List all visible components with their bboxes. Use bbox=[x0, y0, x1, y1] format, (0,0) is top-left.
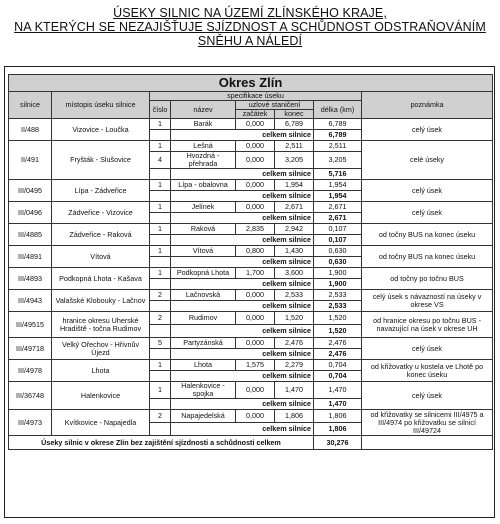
section-length: 2,671 bbox=[314, 202, 362, 213]
total-spacer bbox=[150, 301, 171, 312]
total-value: 1,520 bbox=[314, 325, 362, 338]
title-line-2: NA KTERÝCH SE NEZAJIŠŤUJE SJÍZDNOST A SCHŮDNOST ODSTRAŇOVÁNÍM bbox=[14, 20, 486, 34]
document-title bbox=[0, 6, 500, 48]
total-spacer bbox=[150, 423, 171, 436]
road-note: od točny po točnu BUS bbox=[362, 268, 493, 290]
road-location: Vizovice - Loučka bbox=[52, 119, 150, 141]
header-delka: délka (km) bbox=[314, 101, 362, 119]
section-start: 0,000 bbox=[236, 202, 275, 213]
section-end: 1,430 bbox=[275, 246, 314, 257]
table-row bbox=[9, 312, 493, 325]
road-number: III/36748 bbox=[9, 382, 52, 410]
road-note: celý úsek bbox=[362, 119, 493, 141]
header-mistopis: místopis úseku silnice bbox=[52, 92, 150, 119]
section-name: Jelínek bbox=[171, 202, 236, 213]
section-start: 2,835 bbox=[236, 224, 275, 235]
road-note: celé úseky bbox=[362, 141, 493, 180]
road-number: III/4893 bbox=[9, 268, 52, 290]
section-start: 0,000 bbox=[236, 410, 275, 423]
road-number: III/4891 bbox=[9, 246, 52, 268]
section-length: 2,476 bbox=[314, 338, 362, 349]
total-spacer bbox=[150, 371, 171, 382]
section-end: 3,205 bbox=[275, 152, 314, 169]
total-spacer bbox=[150, 399, 171, 410]
section-end: 2,476 bbox=[275, 338, 314, 349]
section-start: 0,000 bbox=[236, 312, 275, 325]
header-zacatek: začátek bbox=[236, 110, 275, 119]
title-line-3: SNĚHU A NÁLEDÍ bbox=[197, 34, 303, 48]
total-label: celkem silnice bbox=[171, 235, 314, 246]
section-end: 2,511 bbox=[275, 141, 314, 152]
road-location: Zádveřice - Raková bbox=[52, 224, 150, 246]
section-end: 6,789 bbox=[275, 119, 314, 130]
section-number: 2 bbox=[150, 312, 171, 325]
section-number: 5 bbox=[150, 338, 171, 349]
section-start: 1,575 bbox=[236, 360, 275, 371]
section-number: 1 bbox=[150, 202, 171, 213]
grand-total-label: Úseky silnic v okrese Zlín bez zajištění sjízdnosti a schůdnosti celkem bbox=[9, 436, 314, 450]
total-label: celkem silnice bbox=[171, 371, 314, 382]
table-row bbox=[9, 268, 493, 279]
section-length: 1,954 bbox=[314, 180, 362, 191]
total-value: 2,476 bbox=[314, 349, 362, 360]
section-number: 2 bbox=[150, 290, 171, 301]
section-length: 2,533 bbox=[314, 290, 362, 301]
total-value: 1,470 bbox=[314, 399, 362, 410]
road-number: III/49718 bbox=[9, 338, 52, 360]
section-length: 0,704 bbox=[314, 360, 362, 371]
total-value: 6,789 bbox=[314, 130, 362, 141]
road-number: II/491 bbox=[9, 141, 52, 180]
header-nazev: název bbox=[171, 101, 236, 119]
section-length: 1,900 bbox=[314, 268, 362, 279]
section-length: 2,511 bbox=[314, 141, 362, 152]
road-note: celý úsek bbox=[362, 202, 493, 224]
road-number: III/4885 bbox=[9, 224, 52, 246]
total-value: 5,716 bbox=[314, 169, 362, 180]
table-row bbox=[9, 141, 493, 152]
total-label: celkem silnice bbox=[171, 130, 314, 141]
total-spacer bbox=[150, 169, 171, 180]
section-start: 0,000 bbox=[236, 119, 275, 130]
header-silnice: silnice bbox=[9, 92, 52, 119]
section-length: 0,630 bbox=[314, 246, 362, 257]
total-label: celkem silnice bbox=[171, 399, 314, 410]
total-value: 0,107 bbox=[314, 235, 362, 246]
section-end: 2,671 bbox=[275, 202, 314, 213]
section-name: Rudimov bbox=[171, 312, 236, 325]
total-spacer bbox=[150, 130, 171, 141]
total-label: celkem silnice bbox=[171, 191, 314, 202]
total-value: 0,704 bbox=[314, 371, 362, 382]
road-note: celý úsek bbox=[362, 382, 493, 410]
section-name: Barák bbox=[171, 119, 236, 130]
section-start: 1,700 bbox=[236, 268, 275, 279]
header-uzlove: uzlové staničení bbox=[236, 101, 314, 110]
total-spacer bbox=[150, 349, 171, 360]
section-end: 1,806 bbox=[275, 410, 314, 423]
title-line-1: ÚSEKY SILNIC NA ÚZEMÍ ZLÍNSKÉHO KRAJE, bbox=[113, 6, 387, 20]
section-start: 0,000 bbox=[236, 141, 275, 152]
road-note: od křižovatky u kostela ve Lhotě po konec úseku bbox=[362, 360, 493, 382]
total-spacer bbox=[150, 191, 171, 202]
section-start: 0,000 bbox=[236, 290, 275, 301]
section-name: Lhota bbox=[171, 360, 236, 371]
table-row bbox=[9, 119, 493, 130]
road-number: II/488 bbox=[9, 119, 52, 141]
district-header: Okres Zlín bbox=[9, 75, 493, 92]
total-value: 1,900 bbox=[314, 279, 362, 290]
table-row bbox=[9, 180, 493, 191]
total-value: 2,671 bbox=[314, 213, 362, 224]
section-number: 1 bbox=[150, 180, 171, 191]
section-length: 6,789 bbox=[314, 119, 362, 130]
table-row bbox=[9, 224, 493, 235]
road-location: hranice okresu Uherské Hradiště - točna Rudimov bbox=[52, 312, 150, 338]
road-number: III/0495 bbox=[9, 180, 52, 202]
section-number: 1 bbox=[150, 141, 171, 152]
road-note: celý úsek bbox=[362, 338, 493, 360]
total-spacer bbox=[150, 325, 171, 338]
road-location: Zádveřice - Vizovice bbox=[52, 202, 150, 224]
total-label: celkem silnice bbox=[171, 325, 314, 338]
table-body bbox=[9, 119, 493, 436]
road-note: od točny BUS na konec úseku bbox=[362, 224, 493, 246]
total-label: celkem silnice bbox=[171, 301, 314, 312]
table-row bbox=[9, 290, 493, 301]
road-note: od křižovatky se silnicemi III/4975 a III/4974 po křižovatku se silnicí III/49724 bbox=[362, 410, 493, 436]
section-name: Vítová bbox=[171, 246, 236, 257]
total-spacer bbox=[150, 213, 171, 224]
table-row bbox=[9, 246, 493, 257]
road-number: III/0496 bbox=[9, 202, 52, 224]
road-number: III/49515 bbox=[9, 312, 52, 338]
road-location: Velký Ořechov - Hřivnův Újezd bbox=[52, 338, 150, 360]
total-spacer bbox=[150, 257, 171, 268]
total-label: celkem silnice bbox=[171, 349, 314, 360]
road-note: od točny BUS na konec úseku bbox=[362, 246, 493, 268]
section-length: 1,520 bbox=[314, 312, 362, 325]
table-row bbox=[9, 360, 493, 371]
road-number: III/4943 bbox=[9, 290, 52, 312]
section-number: 4 bbox=[150, 152, 171, 169]
section-number: 1 bbox=[150, 360, 171, 371]
roads-table bbox=[8, 74, 493, 450]
road-location: Valašské Klobouky - Lačnov bbox=[52, 290, 150, 312]
section-start: 0,000 bbox=[236, 382, 275, 399]
road-number: III/4978 bbox=[9, 360, 52, 382]
section-start: 0,000 bbox=[236, 152, 275, 169]
section-name: Lešná bbox=[171, 141, 236, 152]
road-location: Kvítkovice - Napajedla bbox=[52, 410, 150, 436]
section-length: 3,205 bbox=[314, 152, 362, 169]
table-row bbox=[9, 338, 493, 349]
section-end: 2,533 bbox=[275, 290, 314, 301]
road-location: Lhota bbox=[52, 360, 150, 382]
section-name: Lačnovská bbox=[171, 290, 236, 301]
section-name: Napajedelská bbox=[171, 410, 236, 423]
total-label: celkem silnice bbox=[171, 213, 314, 224]
table-row bbox=[9, 382, 493, 399]
section-end: 2,279 bbox=[275, 360, 314, 371]
header-specifikace: specifikace úseku bbox=[150, 92, 362, 101]
section-end: 3,600 bbox=[275, 268, 314, 279]
header-cislo: číslo bbox=[150, 101, 171, 119]
section-end: 1,520 bbox=[275, 312, 314, 325]
grand-total-note bbox=[362, 436, 493, 450]
table-row bbox=[9, 410, 493, 423]
road-location: Lípa - Zádveřice bbox=[52, 180, 150, 202]
section-name: Partyzánská bbox=[171, 338, 236, 349]
section-length: 1,470 bbox=[314, 382, 362, 399]
section-name: Podkopná Lhota bbox=[171, 268, 236, 279]
total-spacer bbox=[150, 235, 171, 246]
road-note: od hranice okresu po točnu BUS - navazující na úsek v okrese UH bbox=[362, 312, 493, 338]
section-number: 1 bbox=[150, 268, 171, 279]
grand-total-value: 30,276 bbox=[314, 436, 362, 450]
road-location: Halenkovice bbox=[52, 382, 150, 410]
section-number: 1 bbox=[150, 246, 171, 257]
total-label: celkem silnice bbox=[171, 257, 314, 268]
section-length: 1,806 bbox=[314, 410, 362, 423]
section-start: 0,000 bbox=[236, 338, 275, 349]
section-start: 0,000 bbox=[236, 180, 275, 191]
road-location: Podkopná Lhota - Kašava bbox=[52, 268, 150, 290]
road-location: Fryšták - Slušovice bbox=[52, 141, 150, 180]
road-note: celý úsek s návazností na úseky v okrese VS bbox=[362, 290, 493, 312]
road-location: Vítová bbox=[52, 246, 150, 268]
road-note: celý úsek bbox=[362, 180, 493, 202]
section-number: 1 bbox=[150, 382, 171, 399]
section-name: Hvozdná - přehrada bbox=[171, 152, 236, 169]
total-value: 1,806 bbox=[314, 423, 362, 436]
table-row bbox=[9, 202, 493, 213]
total-value: 1,954 bbox=[314, 191, 362, 202]
section-end: 1,470 bbox=[275, 382, 314, 399]
road-number: III/4973 bbox=[9, 410, 52, 436]
section-number: 1 bbox=[150, 119, 171, 130]
section-number: 2 bbox=[150, 410, 171, 423]
total-value: 0,630 bbox=[314, 257, 362, 268]
section-name: Raková bbox=[171, 224, 236, 235]
section-number: 1 bbox=[150, 224, 171, 235]
total-label: celkem silnice bbox=[171, 169, 314, 180]
section-end: 2,942 bbox=[275, 224, 314, 235]
total-label: celkem silnice bbox=[171, 423, 314, 436]
total-spacer bbox=[150, 279, 171, 290]
total-value: 2,533 bbox=[314, 301, 362, 312]
section-end: 1,954 bbox=[275, 180, 314, 191]
header-konec: konec bbox=[275, 110, 314, 119]
section-start: 0,800 bbox=[236, 246, 275, 257]
section-name: Halenkovice - spojka bbox=[171, 382, 236, 399]
total-label: celkem silnice bbox=[171, 279, 314, 290]
section-length: 0,107 bbox=[314, 224, 362, 235]
header-poznamka: poznámka bbox=[362, 92, 493, 119]
section-name: Lípa - obalovna bbox=[171, 180, 236, 191]
